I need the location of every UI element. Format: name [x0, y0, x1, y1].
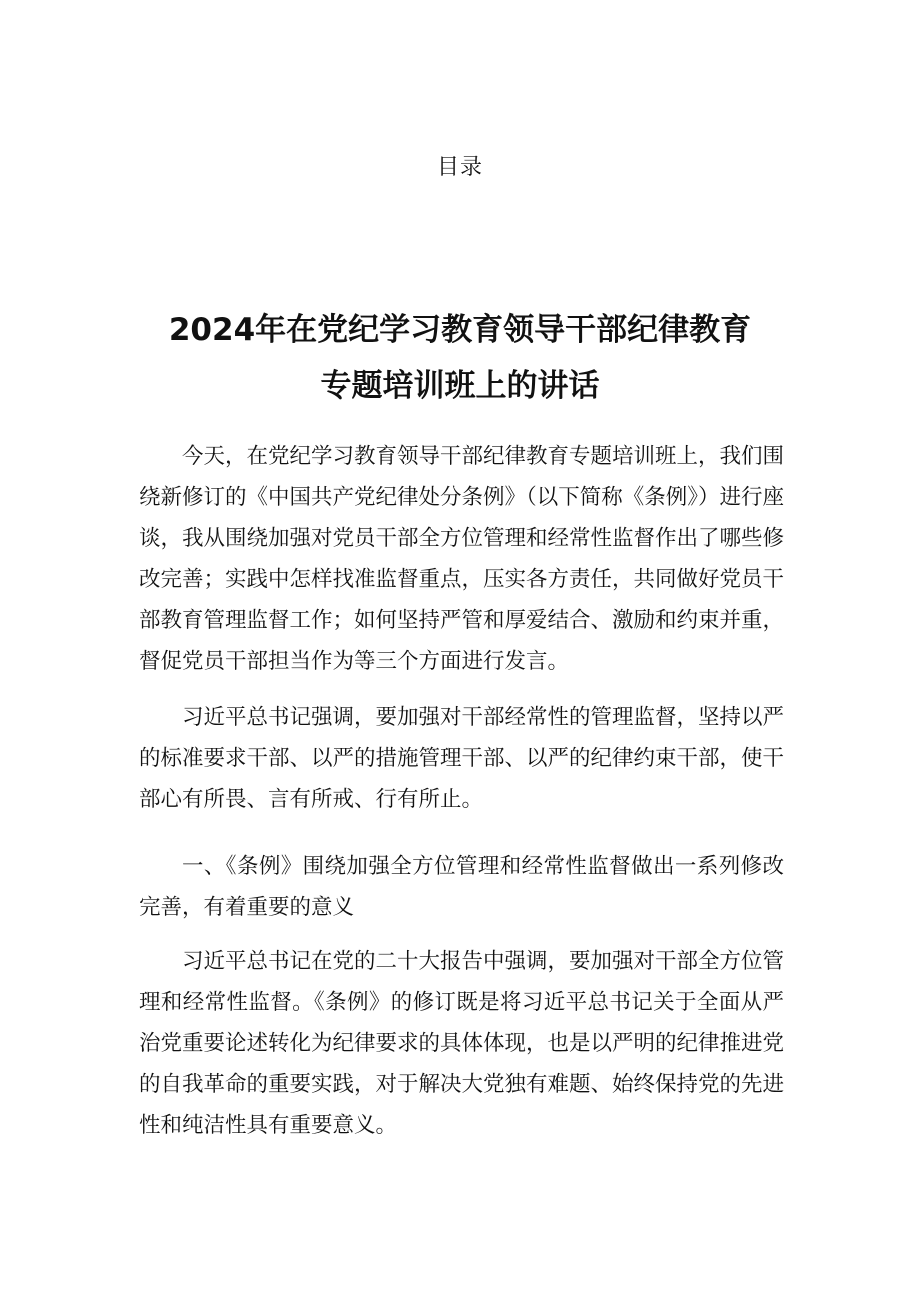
paragraph-intro: 今天，在党纪学习教育领导干部纪律教育专题培训班上，我们围绕新修订的《中国共产党纪律处分条例》（以下简称《条例》）进行座谈，我从围绕加强对党员干部全方位管理和经常性监督作出了哪些修改完善；实践中怎样找准监督重点，压实各方责任，共同做好党员干部教育管理监督工作；如何坚持严管和厚爱结合、激励和约束并重，督促党员干部担当作为等三个方面进行发言。: [139, 444, 785, 674]
paragraph-quote: 习近平总书记强调，要加强对干部经常性的管理监督，坚持以严的标准要求干部、以严的措施管理干部、以严的纪律约束干部，使干部心有所畏、言有所戒、行有所止。: [139, 705, 785, 812]
document-title: [100, 302, 820, 414]
section-heading-1: 一、《条例》围绕加强全方位管理和经常性监督做出一系列修改完善，有着重要的意义: [139, 854, 784, 920]
toc-heading: 目录: [436, 155, 483, 180]
title-line-1: 2024年在党纪学习教育领导干部纪律教育: [168, 312, 752, 348]
title-line-2: 专题培训班上的讲话: [320, 368, 600, 404]
document-body: [139, 436, 784, 1146]
paragraph-section-1: 习近平总书记在党的二十大报告中强调，要加强对干部全方位管理和经常性监督。《条例》的修订既是将习近平总书记关于全面从严治党重要论述转化为纪律要求的具体体现，也是以严明的纪律推进党的自我革命的重要实践，对于解决大党独有难题、始终保持党的先进性和纯洁性具有重要意义。: [139, 949, 785, 1138]
